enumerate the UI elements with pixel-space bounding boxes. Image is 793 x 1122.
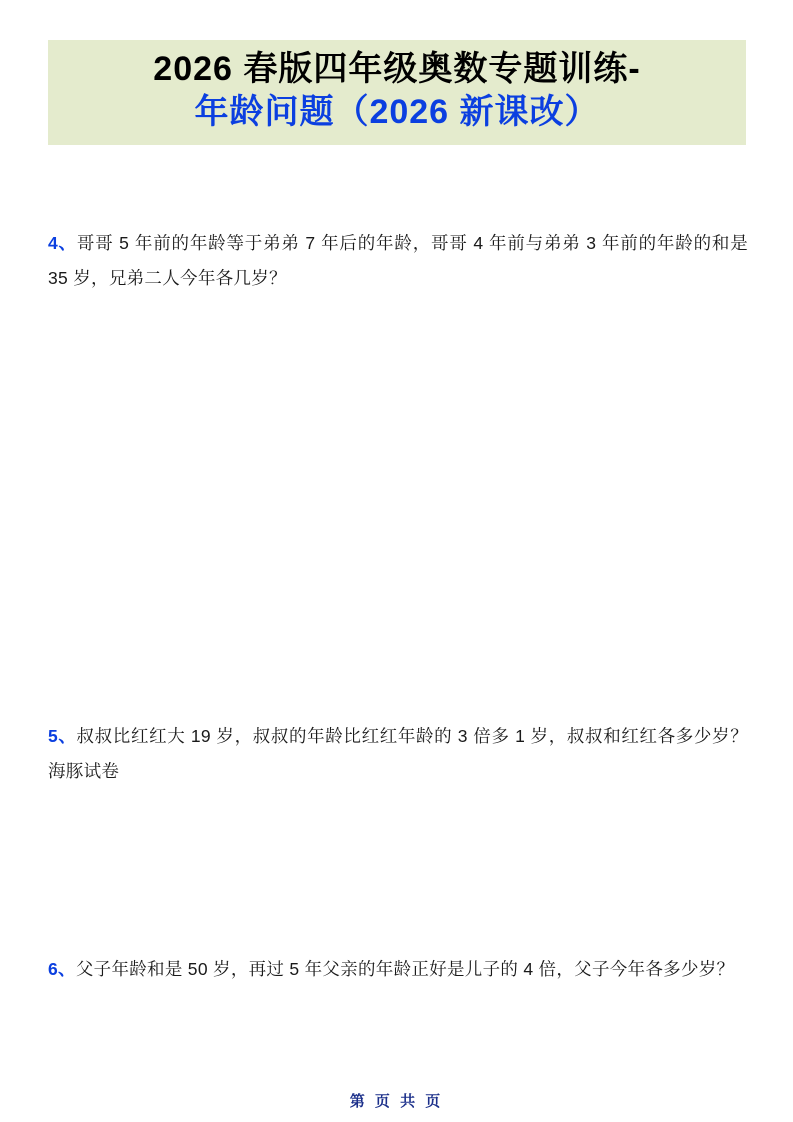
page-title-line-2: 年龄问题（2026 新课改） xyxy=(194,92,600,131)
problem-item xyxy=(48,701,748,806)
page-title-line-1: 2026 春版四年级奥数专题训练- xyxy=(153,50,641,88)
problem-text xyxy=(48,952,748,987)
problem-body: 叔叔比红红大 19 岁，叔叔的年龄比红红年龄的 3 倍多 1 岁，叔叔和红红各多少岁？海豚试卷 xyxy=(48,725,748,781)
problem-item xyxy=(48,934,748,1004)
problem-number: 4、 xyxy=(48,232,77,253)
problem-number: 6、 xyxy=(48,958,76,979)
problem-text xyxy=(48,719,748,789)
problem-number: 5、 xyxy=(48,725,77,746)
problem-body: 父子年龄和是 50 岁，再过 5 年父亲的年龄正好是儿子的 4 倍，父子今年各多少岁？ xyxy=(75,958,735,979)
problem-item xyxy=(48,208,748,313)
title-banner xyxy=(48,40,746,145)
problem-body: 哥哥 5 年前的年龄等于弟弟 7 年后的年龄，哥哥 4 年前与弟弟 3 年前的年龄的和是 35 岁，兄弟二人今年各几岁？ xyxy=(48,232,748,288)
problem-text xyxy=(48,226,748,296)
page-footer: 第 页 共 页 xyxy=(349,1093,444,1110)
